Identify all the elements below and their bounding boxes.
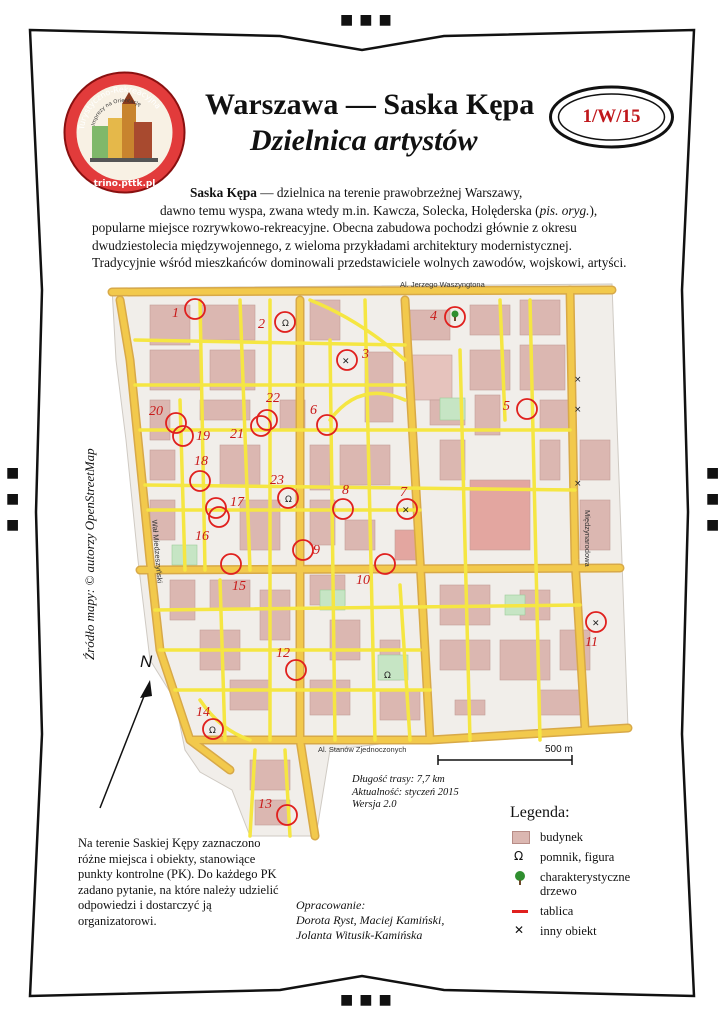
checkpoint-5: 5 [503, 399, 510, 414]
svg-text:Ω: Ω [285, 495, 292, 505]
legend-item-monument [510, 850, 680, 864]
checkpoint-12: 12 [276, 646, 290, 661]
checkpoint-20: 20 [149, 404, 163, 419]
legend-label: inny obiekt [540, 924, 597, 938]
route-version: Wersja 2.0 [352, 799, 397, 810]
frame-dots-left: ■ ■ ■ [6, 465, 20, 533]
checkpoint-9: 9 [313, 543, 320, 558]
checkpoint-19: 19 [196, 429, 210, 444]
street-label-top: Al. Jerzego Waszyngtona [400, 280, 485, 289]
route-info [352, 774, 459, 812]
svg-text:×: × [574, 375, 582, 385]
checkpoint-13: 13 [258, 797, 272, 812]
checkpoint-16: 16 [195, 529, 209, 544]
monument-icon: Ω [514, 849, 524, 863]
legend-label: charakterystyczne drzewo [540, 870, 631, 898]
frame-dots-right: ■ ■ ■ [706, 465, 720, 533]
svg-text:Ω: Ω [209, 726, 216, 736]
svg-text:Ω: Ω [384, 671, 391, 681]
legend-item-building [510, 830, 680, 844]
svg-text:✕: ✕ [592, 619, 600, 629]
logo-ring-text-top: Turystyczno-Rekreacyjna [77, 84, 163, 131]
checkpoint-4: 4 [430, 309, 437, 324]
legend-label: pomnik, figura [540, 850, 615, 864]
building-swatch-icon [510, 830, 534, 844]
street-label-right: Międzynarodowa [583, 510, 592, 567]
route-updated: Aktualność: styczeń 2015 [352, 786, 459, 798]
red-line-icon [510, 904, 534, 918]
checkpoint-22: 22 [266, 391, 280, 406]
page-title: Warszawa — Saska Kępa [205, 88, 535, 121]
intro-line2-post: ), [589, 202, 598, 218]
checkpoint-21: 21 [230, 427, 244, 442]
intro-line2-pre: dawno temu wyspa, zwana wtedy m.in. Kawcza, Solecka, Holęderska ( [160, 202, 540, 218]
logo-ring-text-mid: Imprezy na Orientację [90, 97, 142, 127]
checkpoint-23: 23 [270, 473, 284, 488]
credits-line1: Dorota Ryst, Maciej Kamiński, [296, 913, 445, 927]
credits-line2: Jolanta Witusik-Kamińska [296, 928, 423, 942]
north-label: N [140, 652, 153, 671]
intro-line2-italic: pis. oryg. [539, 202, 590, 218]
street-label-bottom: Al. Stanów Zjednoczonych [318, 745, 407, 754]
checkpoint-14: 14 [196, 705, 210, 720]
page-subtitle: Dzielnica artystów [250, 124, 478, 157]
credits [296, 898, 444, 943]
route-code: 1/W/15 [582, 106, 641, 127]
svg-text:✕: ✕ [342, 357, 350, 367]
intro-lead: Saska Kępa [190, 185, 257, 200]
frame-dots-top: ■■■ [340, 12, 398, 28]
description-text: Na terenie Saskiej Kępy zaznaczono różne miejsca i obiekty, stanowiące punkty kontrolne (PK). Do każdego PK zadano pytanie, na które należy udzielić odpowiedzi i dostarczyć ją organizatorowi. [78, 836, 279, 928]
intro-line3: popularne miejsce rozrywkowo-rekreacyjne. Obecna zabudowa pochodzi głównie z okresu [92, 220, 577, 235]
checkpoint-1: 1 [172, 306, 179, 321]
checkpoint-17: 17 [230, 495, 244, 510]
checkpoint-15: 15 [232, 579, 246, 594]
credits-label: Opracowanie: [296, 898, 366, 912]
intro-line5: Tradycyjnie wśród mieszkańców dominowali przedstawiciele wolnych zawodów, wojskowi, artyści. [92, 255, 627, 270]
legend-label: tablica [540, 904, 574, 918]
street-label-left: Wał Miedzeszyński [150, 519, 165, 584]
logo-ring-text-bottom: trino.pttk.pl [93, 179, 156, 189]
svg-text:Ω: Ω [282, 319, 289, 329]
scale-label: 500 m [545, 744, 573, 755]
legend-title: Legenda: [510, 804, 570, 821]
checkpoint-7: 7 [400, 485, 407, 500]
tree-icon [510, 870, 534, 884]
checkpoint-6: 6 [310, 403, 317, 418]
intro-line4: dwudziestolecia międzywojennego, z wieloma przykładami architektury modernistycznej. [92, 237, 572, 253]
route-length: Długość trasy: 7,7 km [352, 774, 445, 785]
checkpoint-8: 8 [342, 483, 349, 498]
map-source-note: Źródło mapy: © autorzy OpenStreetMap [82, 448, 97, 660]
checkpoint-3: 3 [362, 347, 369, 362]
checkpoint-10: 10 [356, 573, 370, 588]
svg-text:×: × [574, 405, 582, 415]
legend-item-board [510, 904, 680, 918]
svg-text:×: × [574, 479, 582, 489]
checkpoint-2: 2 [258, 317, 265, 332]
legend-label: budynek [540, 830, 584, 844]
checkpoint-18: 18 [194, 454, 208, 469]
cross-icon: ✕ [514, 923, 525, 937]
legend-item-tree [510, 870, 680, 898]
legend-item-other [510, 924, 680, 938]
checkpoint-11: 11 [585, 635, 598, 650]
intro-line1: — dzielnica na terenie prawobrzeżnej Warszawy, [256, 185, 523, 200]
svg-text:✕: ✕ [402, 506, 410, 516]
legend [510, 804, 680, 944]
frame-dots-bottom: ■■■ [340, 992, 398, 1008]
